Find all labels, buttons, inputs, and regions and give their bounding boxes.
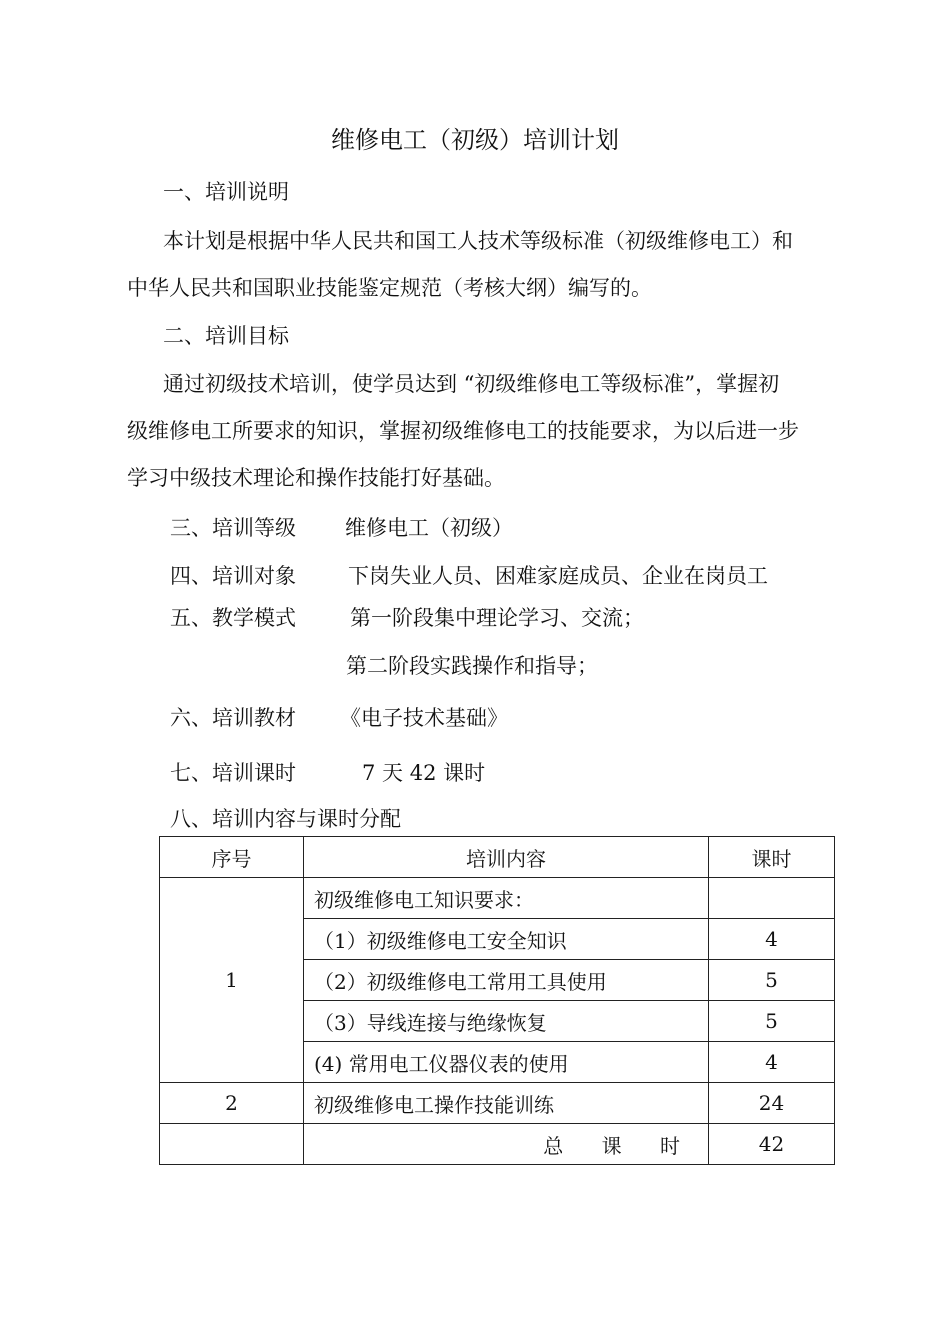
training-content-table (159, 836, 835, 1165)
section-6-value: 《电子技术基础》 (340, 706, 508, 730)
section-5-value-line: 第一阶段集中理论学习、交流； (350, 606, 644, 630)
total-empty-cell (160, 1124, 304, 1165)
table-total-row (160, 1124, 835, 1165)
section-3-value: 维修电工（初级） (345, 516, 513, 540)
row-hours: 4 (709, 1042, 835, 1083)
row-hours: 5 (709, 1001, 835, 1042)
section-1-heading: 一、培训说明 (163, 180, 289, 204)
section-8-heading: 八、培训内容与课时分配 (170, 807, 401, 831)
section-3-label: 三、培训等级 (170, 516, 296, 540)
section-1-paragraph-line: 中华人民共和国职业技能鉴定规范（考核大纲）编写的。 (127, 276, 652, 300)
section-4-value: 下岗失业人员、困难家庭成员、企业在岗员工 (348, 564, 768, 588)
header-hours: 课时 (709, 837, 835, 878)
row-index: 2 (160, 1083, 304, 1124)
row-hours: 24 (709, 1083, 835, 1124)
section-2-paragraph-line: 通过初级技术培训，使学员达到 “初级维修电工等级标准”，掌握初 (163, 372, 780, 396)
row-content: 初级维修电工知识要求： (304, 878, 709, 919)
row-content: （3）导线连接与绝缘恢复 (304, 1001, 709, 1042)
header-content: 培训内容 (304, 837, 709, 878)
table-row (160, 878, 835, 919)
total-hours: 42 (709, 1124, 835, 1165)
section-2-paragraph-line: 学习中级技术理论和操作技能打好基础。 (127, 466, 505, 490)
section-5-value-line: 第二阶段实践操作和指导； (346, 654, 598, 678)
header-index: 序号 (160, 837, 304, 878)
row-content: (4) 常用电工仪器仪表的使用 (304, 1042, 709, 1083)
document-title: 维修电工（初级）培训计划 (331, 126, 619, 154)
row-hours: 5 (709, 960, 835, 1001)
table-row (160, 1083, 835, 1124)
section-4-label: 四、培训对象 (170, 564, 296, 588)
row-hours (709, 878, 835, 919)
section-1-paragraph-line: 本计划是根据中华人民共和国工人技术等级标准（初级维修电工）和 (163, 229, 793, 253)
row-content: 初级维修电工操作技能训练 (304, 1083, 709, 1124)
total-label: 总 课 时 (304, 1124, 709, 1165)
section-6-label: 六、培训教材 (170, 706, 296, 730)
section-5-label: 五、教学模式 (170, 606, 296, 630)
section-2-paragraph-line: 级维修电工所要求的知识，掌握初级维修电工的技能要求，为以后进一步 (127, 419, 799, 443)
table-header-row (160, 837, 835, 878)
section-2-heading: 二、培训目标 (163, 324, 289, 348)
row-index: 1 (160, 878, 304, 1083)
row-hours: 4 (709, 919, 835, 960)
section-7-value: 7 天 42 课时 (362, 761, 486, 785)
row-content: （2）初级维修电工常用工具使用 (304, 960, 709, 1001)
section-7-label: 七、培训课时 (170, 761, 296, 785)
row-content: （1）初级维修电工安全知识 (304, 919, 709, 960)
